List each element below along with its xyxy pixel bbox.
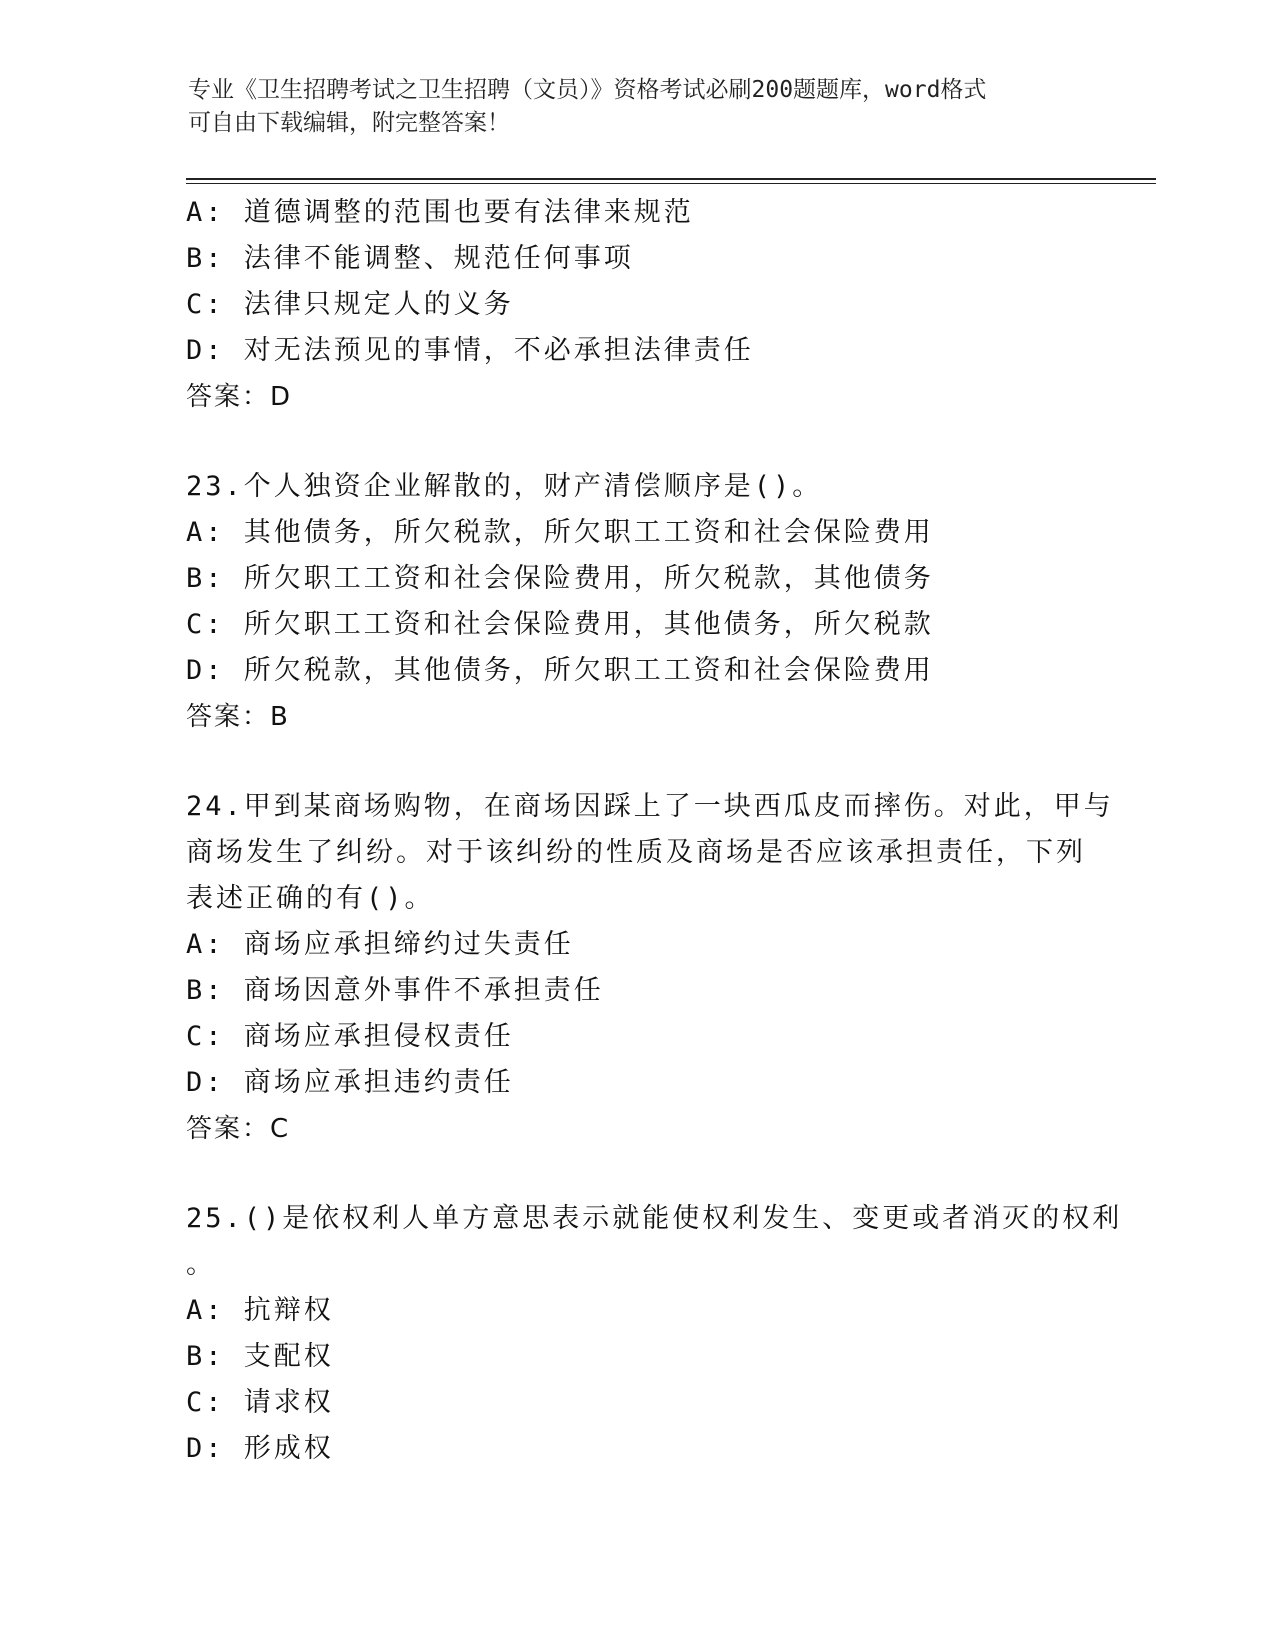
spacer xyxy=(186,1152,1086,1196)
question-25 xyxy=(186,1196,1123,1472)
spacer xyxy=(186,740,1086,784)
header-rule-thin xyxy=(186,183,1156,184)
option-a: A: 商场应承担缔约过失责任 xyxy=(186,929,574,960)
option-b: B: 法律不能调整、规范任何事项 xyxy=(186,243,634,274)
question-stem-line-1: 25.()是依权利人单方意思表示就能使权利发生、变更或者消灭的权利 xyxy=(186,1203,1123,1234)
option-b: B: 支配权 xyxy=(186,1341,334,1372)
question-23 xyxy=(186,464,1086,740)
header-line-1: 专业《卫生招聘考试之卫生招聘（文员）》资格考试必刷200题题库，word格式 xyxy=(188,77,987,103)
option-b: B: 所欠职工工资和社会保险费用，所欠税款，其他债务 xyxy=(186,563,934,594)
question-22-continued xyxy=(186,190,1086,420)
option-d: D: 形成权 xyxy=(186,1433,334,1464)
document-header xyxy=(188,74,1088,140)
option-b: B: 商场因意外事件不承担责任 xyxy=(186,975,604,1006)
option-d: D: 商场应承担违约责任 xyxy=(186,1067,514,1098)
option-a: A: 其他债务，所欠税款，所欠职工工资和社会保险费用 xyxy=(186,517,934,548)
answer: 答案：D xyxy=(186,382,293,412)
answer: 答案：B xyxy=(186,702,290,732)
option-d: D: 所欠税款，其他债务，所欠职工工资和社会保险费用 xyxy=(186,655,934,686)
question-stem: 23.个人独资企业解散的，财产清偿顺序是()。 xyxy=(186,471,823,502)
question-24 xyxy=(186,784,1114,1152)
option-c: C: 所欠职工工资和社会保险费用，其他债务，所欠税款 xyxy=(186,609,934,640)
option-c: C: 商场应承担侵权责任 xyxy=(186,1021,514,1052)
option-d: D: 对无法预见的事情，不必承担法律责任 xyxy=(186,335,754,366)
answer: 答案：C xyxy=(186,1114,291,1144)
option-a: A: 道德调整的范围也要有法律来规范 xyxy=(186,197,694,228)
header-line-2: 可自由下载编辑，附完整答案！ xyxy=(188,110,510,136)
question-stem-line-1: 24.甲到某商场购物，在商场因踩上了一块西瓜皮而摔伤。对此，甲与 xyxy=(186,791,1114,822)
option-c: C: 法律只规定人的义务 xyxy=(186,289,514,320)
question-stem-line-3: 表述正确的有()。 xyxy=(186,883,435,914)
question-list xyxy=(186,190,1123,1472)
header-rule-thick xyxy=(186,178,1156,180)
option-c: C: 请求权 xyxy=(186,1387,334,1418)
option-a: A: 抗辩权 xyxy=(186,1295,334,1326)
question-stem-line-2: 商场发生了纠纷。对于该纠纷的性质及商场是否应该承担责任，下列 xyxy=(186,837,1086,868)
question-stem-line-2: 。 xyxy=(186,1249,216,1280)
spacer xyxy=(186,420,1086,464)
